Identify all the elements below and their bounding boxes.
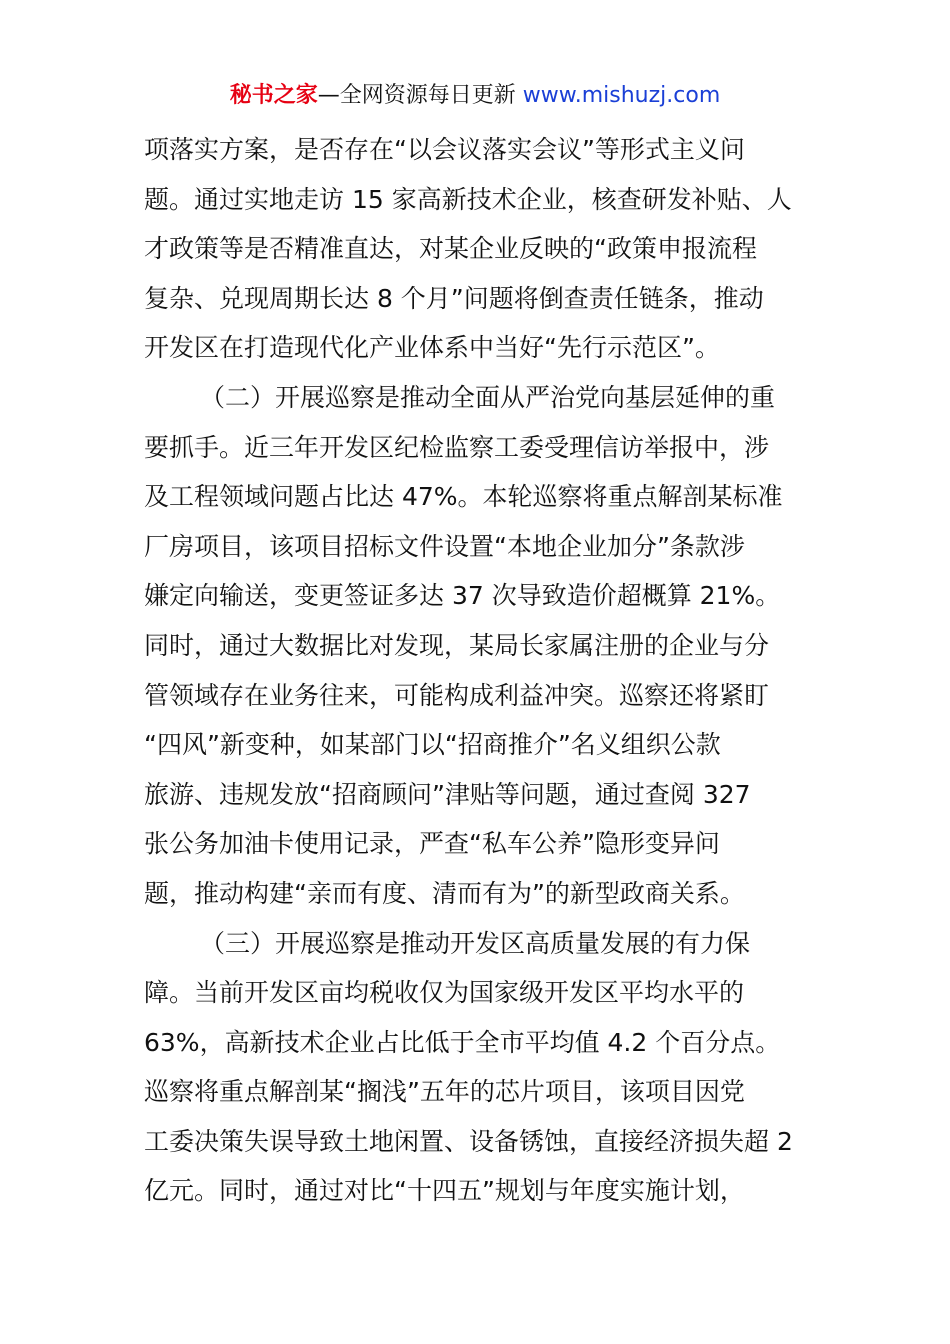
text-line: 同时，通过大数据比对发现，某局长家属注册的企业与分	[144, 630, 770, 660]
text-line: 题。通过实地走访 15 家高新技术企业，核查研发补贴、人	[144, 184, 792, 214]
text-line: 亿元。同时，通过对比“十四五”规划与年度实施计划，	[144, 1176, 745, 1206]
text-line: 及工程领域问题占比达 47%。本轮巡察将重点解剖某标准	[144, 482, 783, 512]
text-line: 管领域存在业务往来，可能构成利益冲突。巡察还将紧盯	[144, 680, 770, 710]
site-header	[0, 80, 950, 112]
text-line: 工委决策失误导致土地闲置、设备锈蚀，直接经济损失超 2	[144, 1126, 793, 1156]
text-line: 开发区在打造现代化产业体系中当好“先行示范区”。	[144, 333, 720, 363]
text-line: 障。当前开发区亩均税收仅为国家级开发区平均水平的	[144, 978, 745, 1008]
text-line: 嫌定向输送，变更签证多达 37 次导致造价超概算 21%。	[144, 581, 781, 611]
text-line: 复杂、兑现周期长达 8 个月”问题将倒查责任链条，推动	[144, 283, 764, 313]
site-tagline: —全网资源每日更新	[317, 83, 516, 108]
document-body	[144, 125, 809, 1216]
text-line: 才政策等是否精准直达，对某企业反映的“政策申报流程	[144, 234, 757, 264]
site-url[interactable]: www.mishuzj.com	[522, 83, 721, 108]
brand-name: 秘书之家	[229, 83, 318, 108]
text-line: “四风”新变种，如某部门以“招商推介”名义组织公款	[144, 730, 721, 760]
text-line: 张公务加油卡使用记录，严查“私车公养”隐形变异问	[144, 829, 720, 859]
text-line: 厂房项目，该项目招标文件设置“本地企业加分”条款涉	[144, 531, 745, 561]
text-line: 63%，高新技术企业占比低于全市平均值 4.2 个百分点。	[144, 1027, 781, 1057]
paragraph-start-line: （二）开展巡察是推动全面从严治党向基层延伸的重	[200, 382, 776, 412]
text-line: 旅游、违规发放“招商顾问”津贴等问题，通过查阅 327	[144, 779, 751, 809]
text-line: 项落实方案，是否存在“以会议落实会议”等形式主义问	[144, 135, 745, 164]
text-line: 要抓手。近三年开发区纪检监察工委受理信访举报中，涉	[144, 432, 770, 462]
text-line: 题，推动构建“亲而有度、清而有为”的新型政商关系。	[144, 878, 745, 908]
text-line: 巡察将重点解剖某“搁浅”五年的芯片项目，该项目因党	[144, 1077, 745, 1107]
paragraph-start-line: （三）开展巡察是推动开发区高质量发展的有力保	[200, 928, 751, 958]
